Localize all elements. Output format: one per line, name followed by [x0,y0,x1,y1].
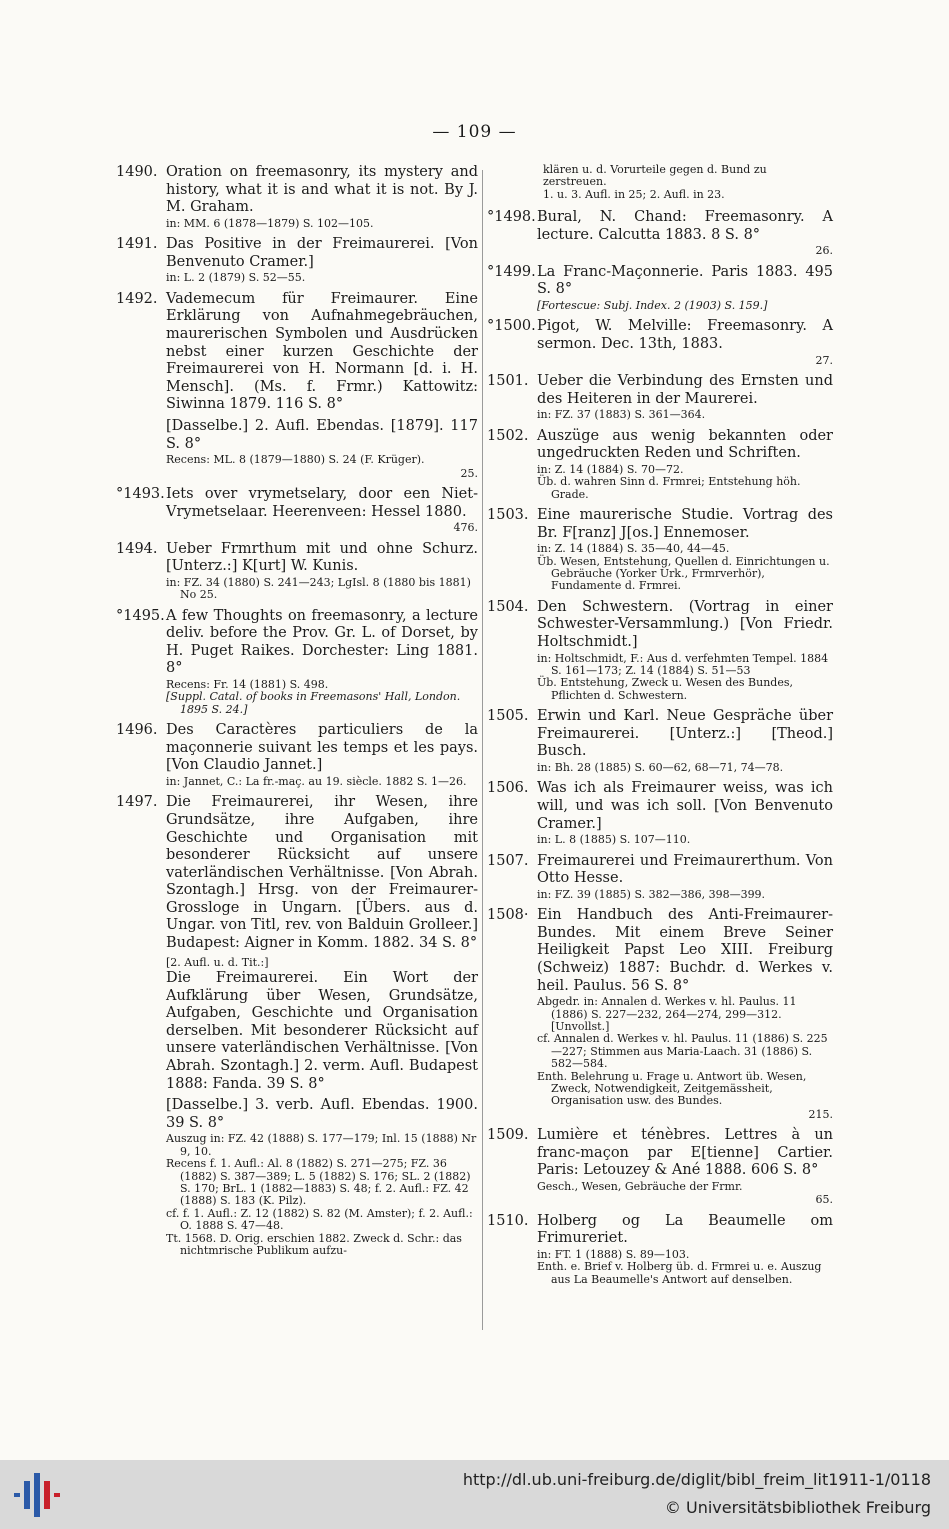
entry-extra-2: [Dasselbe.] 3. verb. Aufl. Ebendas. 1900. 39 S. 8° [166,1097,478,1131]
entry-number: 1504. [487,598,529,615]
footer-bar [0,1460,949,1529]
entry-1504 [487,599,833,702]
entry-1509 [487,1127,833,1207]
entry-note: in: Z. 14 (1884) S. 70—72. [537,462,684,476]
entry-number: 1509. [487,1127,529,1144]
entry-note: in: FZ. 37 (1883) S. 361—364. [537,408,706,422]
entry-count: 65. [815,1193,833,1207]
entry-note: in: Jannet, C.: La fr.-maç. au 19. siècle. 1882 S. 1—26. [166,774,467,788]
entry-text: Pigot, W. Melville: Freemasonry. A sermon. Dec. 13th, 1883. [537,318,833,352]
entry-number: 1503. [487,507,529,523]
entry-number: °1495. [116,607,165,624]
page-number: — 109 — [432,122,517,142]
column-divider [482,170,483,1330]
entry-text: Erwin und Karl. Neue Gespräche über Freimaurerei. [Unterz.:] [Theod.] Busch. [537,708,833,760]
entry-note: [Fortescue: Subj. Index. 2 (1903) S. 159.] [537,299,768,312]
entry-count: 26. [815,244,833,258]
continuation-text [487,164,833,201]
entry-text: Ueber die Verbindung des Ernsten und des Heiteren in der Maurerei. [537,373,833,407]
entry-1491 [116,236,478,285]
entry-extra: [Dasselbe.] 2. Aufl. Ebendas. [1879]. 117 S. 8° [166,417,478,452]
entry-number: 1508· [487,907,529,924]
entry-1494 [116,541,478,602]
entry-count: 476. [453,521,478,535]
entry-number: 1490. [116,164,158,180]
entry-1490 [116,164,478,230]
entry-text: Auszüge aus wenig bekannten oder ungedruckten Reden und Schriften. [537,427,833,462]
entry-1502 [487,428,833,501]
entry-text: A few Thoughts on freemasonry, a lecture deliv. before the Prov. Gr. L. of Dorset, by H. Puget Raikes. Dorchester: Ling 1881. 8° [166,607,478,677]
entry-note: Enth. Belehrung u. Frage u. Antwort üb. Wesen, Zweck, Notwendigkeit, Zeitgemässheit, Organisation usw. des Bundes. [537,1069,807,1108]
entry-extra: Die Freimaurerei. Ein Wort der Aufklärung über Wesen, Grundsätze, Aufgaben, Geschichte und Organisation derselben. Mit besonderer Rücksicht auf unsere vaterländischen Verhältnisse. [Von Abrah. Szontagh.] 2. verm. Aufl. Budapest 1888: Fanda. 39 S. 8° [166,970,478,1092]
left-column [116,164,478,1263]
entry-note: Recens: Fr. 14 (1881) S. 498. [166,677,329,691]
entry-note: Üb. Entstehung, Zweck u. Wesen des Bundes, Pflichten d. Schwestern. [537,676,793,702]
entry-1501 [487,373,833,422]
continuation-line: klären u. d. Vorurteile gegen d. Bund zu zerstreuen. [543,163,767,189]
entry-number: 1501. [487,373,529,389]
entry-text: Vademecum für Freimaurer. Eine Erklärung von Aufnahmegebräuchen, maurerischen Symbolen und Ausdrücken nebst einer kurzen Geschichte der Freimaurerei von H. Normann [d. i. H. Mensch]. (Ms. f. Frmr.) Kattowitz: Siwinna 1879. 116 S. 8° [166,290,478,413]
entry-note: Üb. d. wahren Sinn d. Frmrei; Entstehung höh. Grade. [537,475,801,501]
entry-text: Den Schwestern. (Vortrag in einer Schwester-Versammlung.) [Von Friedr. Holtschmidt.] [537,598,833,650]
entry-1503 [487,507,833,593]
entry-1498 [487,209,833,258]
entry-number: 1496. [116,722,158,739]
footer-url-link[interactable]: http://dl.ub.uni-freiburg.de/diglit/bibl_freim_lit1911-1/0118 [462,1470,931,1489]
entry-note: in: MM. 6 (1878—1879) S. 102—105. [166,216,374,230]
entry-number: 1494. [116,540,158,557]
entry-note: in: Bh. 28 (1885) S. 60—62, 68—71, 74—78. [537,761,784,774]
entry-1495 [116,608,478,717]
entry-note: in: FT. 1 (1888) S. 89—103. [537,1248,690,1261]
entry-text: Freimaurerei und Freimaurerthum. Von Otto Hesse. [537,852,833,887]
entry-note: Gesch., Wesen, Gebräuche der Frmr. [537,1180,743,1193]
continuation-line: 1. u. 3. Aufl. in 25; 2. Aufl. in 23. [543,187,725,201]
entry-text: Was ich als Freimaurer weiss, was ich will, und was ich soll. [Von Benvenuto Cramer.] [537,780,833,832]
entry-note: Enth. e. Brief v. Holberg üb. d. Frmrei u. e. Auszug aus La Beaumelle's Antwort auf denselben. [537,1260,822,1286]
entry-text: Ueber Frmrthum mit und ohne Schurz. [Unterz.:] K[urt] W. Kunis. [166,540,478,575]
entry-text: Das Positive in der Freimaurerei. [Von Benvenuto Cramer.] [166,236,478,270]
entry-note: cf. Annalen d. Werkes v. hl. Paulus. 11 (1886) S. 225—227; Stimmen aus Maria-Laach. 31 (1886) S. 582—584. [537,1032,828,1071]
entry-text: Lumière et ténèbres. Lettres à un franc-maçon par E[tienne] Cartier. Paris: Letouzey & Ané 1888. 606 S. 8° [537,1127,833,1179]
footer-copyright: © Universitätsbibliothek Freiburg [664,1498,931,1517]
entry-text: Die Freimaurerei, ihr Wesen, ihre Grundsätze, ihre Aufgaben, ihre Geschichte und Organisation mit besonderer Rücksicht auf unsere vaterländischen Verhältnisse. [Von Abrah. Szontagh.] Hrsg. von der Freimaurer-Grossloge in Ungarn. [Übers. aus d. Ungar. von Titl, rev. von Balduin Grolleer.] Budapest: Aigner in Komm. 1882. 34 S. 8° [166,794,478,952]
entry-note: in: L. 2 (1879) S. 52—55. [166,271,306,285]
entry-note: Auszug in: FZ. 42 (1888) S. 177—179; Inl. 15 (1888) Nr 9, 10. [166,1132,477,1158]
entry-number: 1491. [116,236,158,253]
entry-1505 [487,708,833,774]
entry-extra-heading: [2. Aufl. u. d. Tit.:] [166,955,269,969]
entry-note: in: Z. 14 (1884) S. 35—40, 44—45. [537,542,730,556]
entry-1508 [487,907,833,1121]
entry-note: cf. f. 1. Aufl.: Z. 12 (1882) S. 82 (M. Amster); f. 2. Aufl.: O. 1888 S. 47—48. [166,1206,473,1233]
entry-number: 1507. [487,852,529,869]
entry-text: Oration on freemasonry, its mystery and history, what it is and what it is not. By J. M. Graham. [166,164,478,216]
entry-text: Iets over vrymetselary, door een Niet-Vrymetselaar. Heerenveen: Hessel 1880. [166,485,478,520]
entry-text: La Franc-Maçonnerie. Paris 1883. 495 S. 8° [537,263,833,298]
entry-note: Recens f. 1. Aufl.: Al. 8 (1882) S. 271—275; FZ. 36 (1882) S. 387—389; L. 5 (1882) S. 176; SL. 2 (1882) S. 170; BrL. 1 (1882—1883) S. 48; f. 2. Aufl.: FZ. 42 (1888) S. 183 (K. Pilz). [166,1157,471,1208]
entry-number: °1499. [487,263,536,280]
entry-number: 1505. [487,708,529,725]
entry-1497 [116,794,478,1257]
entry-1492 [116,291,478,480]
entry-note: in: FZ. 39 (1885) S. 382—386, 398—399. [537,887,766,901]
right-column [487,164,833,1292]
entry-number: °1498. [487,209,536,226]
entry-note: Recens: ML. 8 (1879—1880) S. 24 (F. Krüger). [166,453,425,467]
entry-text: Eine maurerische Studie. Vortrag des Br. F[ranz] J[os.] Ennemoser. [537,507,833,541]
entry-number: 1492. [116,290,158,307]
entry-number: °1493. [116,485,165,502]
entry-note: Tt. 1568. D. Orig. erschien 1882. Zweck d. Schr.: das nichtmrische Publikum aufzu- [166,1231,462,1258]
entry-count: 27. [815,353,833,367]
entry-text: Holberg og La Beaumelle om Frimureriet. [537,1212,833,1247]
entry-number: 1510. [487,1212,529,1229]
entry-1496 [116,722,478,788]
entry-note: in: L. 8 (1885) S. 107—110. [537,833,691,847]
entry-note: Abgedr. in: Annalen d. Werkes v. hl. Paulus. 11 (1886) S. 227—232, 264—274, 299—312. [Unvollst.] [537,995,797,1033]
entry-text: Ein Handbuch des Anti-Freimaurer-Bundes. Mit einem Breve Seiner Heiligkeit Papst Leo XIII. Freiburg (Schweiz) 1887: Buchdr. d. Werkes v. heil. Paulus. 56 S. 8° [537,907,833,994]
entry-note: [Suppl. Catal. of books in Freemasons' Hall, London. 1895 S. 24.] [166,690,461,716]
entry-number: 1497. [116,794,158,811]
entry-text: Des Caractères particuliers de la maçonnerie suivant les temps et les pays. [Von Claudio Jannet.] [166,722,478,774]
entry-note: Üb. Wesen, Entstehung, Quellen d. Einrichtungen u. Gebräuche (Yorker Urk., Frmrverhör), Fundamente d. Frmrei. [537,554,830,593]
entry-number: 1502. [487,427,529,444]
entry-count: 25. [460,466,478,480]
entry-note: in: FZ. 34 (1880) S. 241—243; LgIsl. 8 (1880 bis 1881) No 25. [166,575,471,602]
entry-1499 [487,264,833,313]
entry-1500 [487,318,833,367]
entry-text: Bural, N. Chand: Freemasonry. A lecture. Calcutta 1883. 8 S. 8° [537,209,833,243]
entry-count: 215. [808,1107,833,1121]
entry-1510 [487,1213,833,1286]
entry-number: 1506. [487,780,529,797]
entry-number: °1500. [487,318,536,335]
entry-1506 [487,780,833,846]
entry-1493 [116,486,478,535]
entry-note: in: Holtschmidt, F.: Aus d. verfehmten Tempel. 1884 S. 161—173; Z. 14 (1884) S. 51—53 [537,651,829,677]
entry-1507 [487,853,833,902]
ub-freiburg-logo-icon [14,1473,60,1517]
